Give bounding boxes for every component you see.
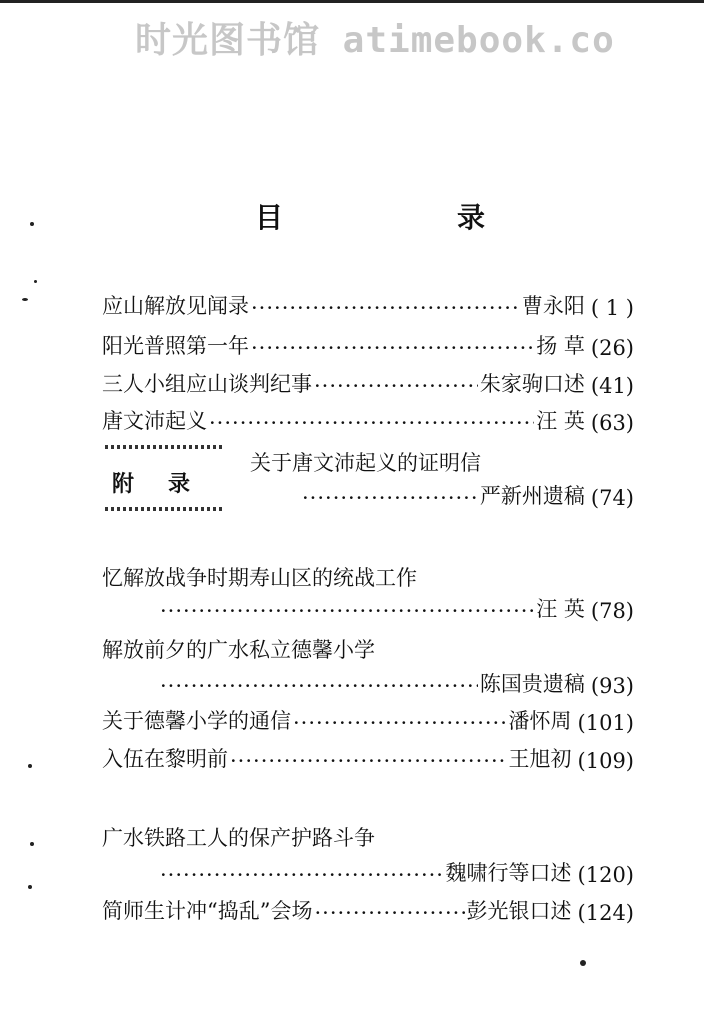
leader-dots <box>293 711 507 735</box>
toc-entry <box>102 290 634 320</box>
scan-speck <box>580 960 586 966</box>
leader-dots <box>160 599 534 623</box>
entry-title: 广水铁路工人的保产护路斗争 <box>102 826 375 850</box>
leader-dots <box>209 411 534 435</box>
leader-dots <box>160 674 478 698</box>
scan-speck <box>28 764 32 768</box>
entry-page: (26) <box>590 336 634 360</box>
toc-entry <box>102 330 634 360</box>
entry-author: 扬 草 <box>536 334 585 358</box>
toc-entry <box>158 857 634 887</box>
leader-dots <box>251 336 534 360</box>
top-border <box>0 0 704 3</box>
entry-page: (41) <box>590 374 634 398</box>
leader-dots <box>230 749 507 773</box>
scan-speck <box>22 298 28 301</box>
toc-entry <box>102 368 634 398</box>
entry-author: 汪 英 <box>536 597 585 621</box>
entry-page: (120) <box>577 863 634 887</box>
entry-title: 应山解放见闻录 <box>102 294 249 318</box>
scan-speck <box>28 885 32 889</box>
entry-page: (63) <box>590 411 634 435</box>
leader-dots <box>251 296 520 320</box>
entry-author: 彭光银口述 <box>466 899 572 923</box>
leader-dots <box>314 374 478 398</box>
entry-author: 严新州遗稿 <box>479 484 585 508</box>
entry-title: 解放前夕的广水私立德馨小学 <box>102 638 375 662</box>
scan-speck <box>30 842 34 846</box>
scan-speck <box>30 222 34 226</box>
entry-page: (93) <box>590 674 634 698</box>
leader-dots <box>302 486 478 510</box>
entry-title: 入伍在黎明前 <box>102 747 228 771</box>
entry-page: (74) <box>590 486 634 510</box>
entry-author: 魏啸行等口述 <box>445 861 572 885</box>
entry-page: (78) <box>590 599 634 623</box>
entry-author: 朱家驹口述 <box>479 372 585 396</box>
entry-title: 关于德馨小学的通信 <box>102 709 291 733</box>
entry-author: 潘怀周 <box>508 709 572 733</box>
leader-dots <box>160 863 444 887</box>
entry-page: (101) <box>577 711 634 735</box>
entry-author: 陈国贵遗稿 <box>479 672 585 696</box>
toc-entry <box>102 895 634 925</box>
toc-entry <box>300 480 634 510</box>
page-title <box>255 196 485 236</box>
watermark: 时光图书馆 atimebook.co <box>135 20 615 61</box>
leader-dots <box>314 901 464 925</box>
entry-page: (124) <box>577 901 634 925</box>
toc-entry <box>102 743 634 773</box>
scan-speck <box>34 280 37 283</box>
entry-author: 王旭初 <box>508 747 572 771</box>
toc-entry <box>158 593 634 623</box>
toc-entry <box>102 405 634 435</box>
appendix-border-top <box>105 445 223 449</box>
toc-entry <box>102 705 634 735</box>
entry-title: 关于唐文沛起义的证明信 <box>250 451 481 475</box>
appendix-border-bottom <box>105 507 223 511</box>
entry-page: (109) <box>577 749 634 773</box>
entry-author: 汪 英 <box>536 409 585 433</box>
entry-title: 三人小组应山谈判纪事 <box>102 372 312 396</box>
entry-title: 简师生计冲“捣乱”会场 <box>102 899 313 923</box>
entry-author: 曹永阳 <box>521 294 585 318</box>
entry-title: 唐文沛起义 <box>102 409 207 433</box>
title-left: 目 <box>255 201 284 234</box>
appendix-label: 附录 <box>112 472 225 497</box>
entry-title: 阳光普照第一年 <box>102 334 249 358</box>
title-right: 录 <box>456 201 485 234</box>
entry-page: ( 1 ) <box>590 296 634 320</box>
entry-title: 忆解放战争时期寿山区的统战工作 <box>102 566 417 590</box>
toc-entry <box>158 668 634 698</box>
